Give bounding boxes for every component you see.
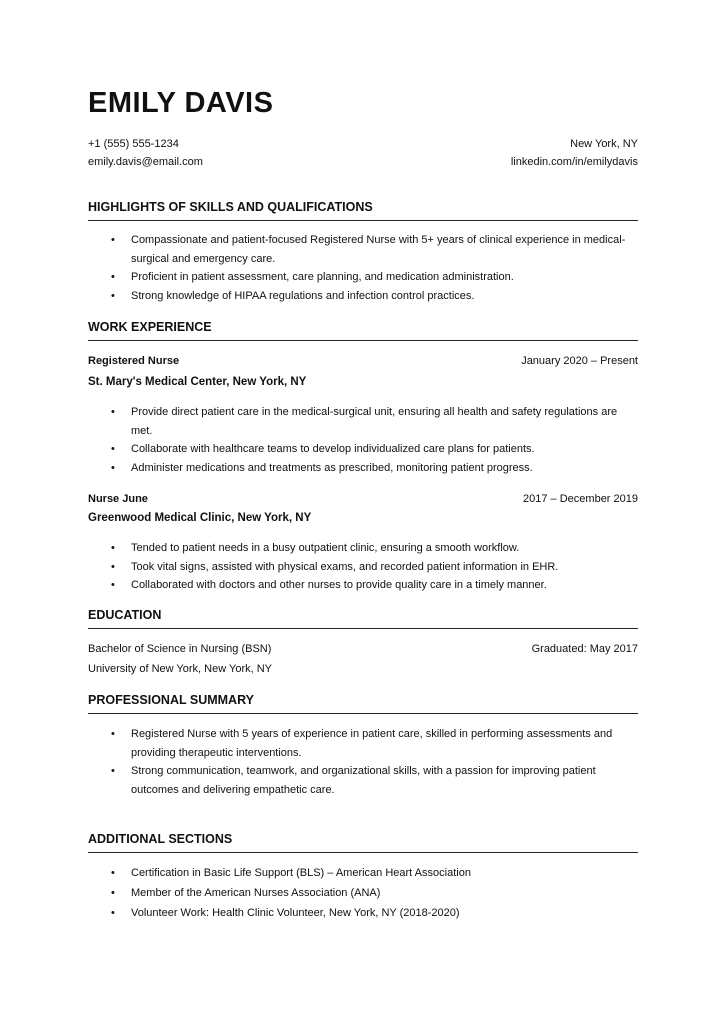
highlights-section <box>88 199 638 305</box>
degree-name: Bachelor of Science in Nursing (BSN) <box>88 643 272 655</box>
list-item: • Provide direct patient care in the medical-surgical unit, ensuring all health and safety regulations are met. <box>88 403 638 440</box>
job-header <box>88 353 638 369</box>
list-item: • Proficient in patient assessment, care planning, and medication administration. <box>88 268 638 287</box>
phone-number: +1 (555) 555-1234 <box>88 138 179 150</box>
linkedin-url: linkedin.com/in/emilydavis <box>510 156 638 168</box>
education-header <box>88 639 638 659</box>
job-duties-list <box>88 539 638 595</box>
job-role: Registered Nurse <box>88 355 180 367</box>
list-item: • Strong knowledge of HIPAA regulations and infection control practices. <box>88 287 638 306</box>
job-employer: Greenwood Medical Clinic, New York, NY <box>88 512 312 524</box>
list-item: • Member of the American Nurses Association (ANA) <box>88 883 638 903</box>
list-item: • Certification in Basic Life Support (BLS) – American Heart Association <box>88 863 638 883</box>
contact-row-2 <box>88 155 638 169</box>
list-item: • Collaborate with healthcare teams to develop individualized care plans for patients. <box>88 440 638 459</box>
list-item: • Took vital signs, assisted with physical exams, and recorded patient information in EHR. <box>88 558 638 577</box>
additional-title: ADDITIONAL SECTIONS <box>88 831 638 853</box>
summary-section <box>88 692 638 799</box>
job-header <box>88 491 638 507</box>
job-dates: January 2020 – Present <box>521 355 638 367</box>
list-item: • Strong communication, teamwork, and organizational skills, with a passion for improving patient outcomes and delivering empathetic care. <box>88 762 638 799</box>
job-role: Nurse June <box>88 493 148 505</box>
list-item: • Volunteer Work: Health Clinic Volunteer, New York, NY (2018-2020) <box>88 903 638 923</box>
education-title: EDUCATION <box>88 607 638 629</box>
list-item: • Compassionate and patient-focused Registered Nurse with 5+ years of clinical experience in medical-surgical and emergency care. <box>88 231 638 268</box>
list-item: • Tended to patient needs in a busy outpatient clinic, ensuring a smooth workflow. <box>88 539 638 558</box>
graduation-date: Graduated: May 2017 <box>531 643 638 655</box>
highlights-list <box>88 231 638 305</box>
job-duties-list <box>88 403 638 477</box>
school-name: University of New York, New York, NY <box>88 663 273 675</box>
list-item: • Registered Nurse with 5 years of experience in patient care, skilled in performing assessments and providing therapeutic interventions. <box>88 725 638 762</box>
additional-list <box>88 863 638 923</box>
job-dates: 2017 – December 2019 <box>523 493 638 505</box>
additional-section <box>88 831 638 923</box>
experience-section <box>88 319 638 595</box>
job-employer: St. Mary's Medical Center, New York, NY <box>88 376 307 388</box>
email-address: emily.davis@email.com <box>88 156 203 168</box>
contact-row-1 <box>88 137 638 151</box>
summary-list <box>88 725 638 799</box>
education-section <box>88 607 638 679</box>
location: New York, NY <box>570 138 638 150</box>
list-item: • Administer medications and treatments as prescribed, monitoring patient progress. <box>88 459 638 478</box>
summary-title: PROFESSIONAL SUMMARY <box>88 692 638 714</box>
job-entry <box>88 491 638 595</box>
candidate-name: EMILY DAVIS <box>88 87 274 119</box>
highlights-title: HIGHLIGHTS OF SKILLS AND QUALIFICATIONS <box>88 199 638 221</box>
job-entry <box>88 353 638 477</box>
list-item: • Collaborated with doctors and other nurses to provide quality care in a timely manner. <box>88 576 638 595</box>
experience-title: WORK EXPERIENCE <box>88 319 638 341</box>
